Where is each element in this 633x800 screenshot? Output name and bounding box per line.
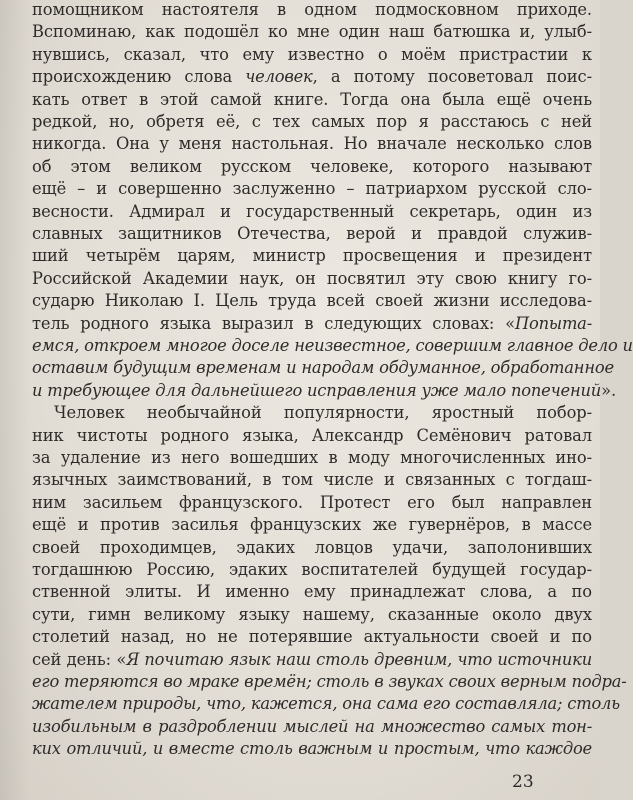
text-run: Вспоминаю, как подошёл ко мне один наш батюшка и, улыб- (32, 22, 592, 42)
text-line (32, 88, 592, 112)
italic-run: Попыта- (515, 313, 592, 333)
text-run: славных защитников Отечества, верой и правдой служив- (32, 224, 592, 243)
text-run: ник чистоты родного языка, Александр Семёнович ратовал (32, 425, 592, 445)
italic-run: Я почитаю язык наш столь древним, что источники (126, 649, 592, 669)
text-line (32, 177, 592, 201)
text-run: кать ответ в этой самой книге. Тогда она была ещё очень (32, 89, 592, 109)
text-line (32, 424, 592, 448)
text-line (32, 737, 592, 761)
text-line (32, 580, 592, 604)
text-run: столетий назад, но не потерявшие актуальности своей и по (32, 627, 592, 647)
italic-run: его теряются во мраке времён; столь в звуках своих верным подра- (32, 672, 627, 691)
text-line (32, 513, 592, 537)
text-run: тель родного языка выразил в следующих словах: « (32, 313, 515, 333)
text-run: об этом великом русском человеке, которого называют (32, 156, 592, 176)
text-line (32, 715, 592, 739)
text-run: происхождению слова (32, 67, 246, 87)
page-number: 23 (512, 772, 534, 792)
text-line (32, 356, 614, 380)
text-run: ». (601, 380, 617, 400)
text-line (32, 20, 592, 44)
italic-run: ких отличий, и вместе столь важным и простым, что каждое (32, 739, 592, 759)
text-run: помощником настоятеля в одном подмосковном приходе. (32, 0, 592, 19)
text-line (32, 132, 592, 156)
text-line (32, 603, 592, 627)
text-run: весности. Адмирал и государственный секретарь, один из (32, 201, 592, 221)
text-run: ещё и против засилья французских же гувернёров, в массе (32, 515, 592, 535)
text-run: за удаление из него вошедших в моду многочисленных ино- (32, 448, 592, 467)
text-line (32, 625, 592, 649)
text-line (32, 65, 592, 89)
page-gutter-shadow (0, 0, 30, 800)
text-line (32, 692, 620, 716)
italic-run: человек (245, 67, 313, 87)
text-line (32, 200, 592, 224)
text-line (32, 401, 592, 425)
text-line (32, 0, 592, 22)
text-line (32, 244, 592, 268)
text-run: , а потому посоветовал поис- (312, 67, 592, 87)
italic-run: и требующее для дальнейшего исправления уже мало попечений (32, 380, 602, 400)
italic-run: изобильным в раздроблении мыслей на множество самых тон- (32, 716, 592, 736)
text-run: сей день: « (32, 649, 127, 669)
text-line (32, 110, 592, 134)
italic-run: жателем природы, что, кажется, она сама его составляла; столь (32, 694, 620, 714)
text-run: Российской Академии наук, он посвятил эту свою книгу го- (32, 268, 592, 288)
text-line (32, 468, 592, 492)
text-line (32, 289, 592, 313)
text-line (32, 536, 592, 560)
text-run: сударю Николаю I. Цель труда всей своей жизни исследова- (32, 291, 592, 311)
text-line (32, 446, 592, 470)
text-line (32, 222, 592, 246)
text-run: нувшись, сказал, что ему известно о моём пристрастии к (32, 44, 592, 64)
text-run: никогда. Она у меня настольная. Но вначале несколько слов (32, 134, 592, 154)
text-line (32, 379, 617, 403)
italic-run: емся, откроем многое доселе неизвестное, совершим главное дело и (32, 336, 633, 355)
text-run: Человек необычайной популярности, яростный побор- (54, 403, 592, 423)
text-line (32, 648, 592, 672)
text-run: ещё – и совершенно заслуженно – патриархом русской сло- (32, 179, 592, 199)
text-run: тогдашнюю Россию, эдаких воспитателей будущей государ- (32, 560, 592, 579)
text-line (32, 43, 592, 67)
text-run: ним засильем французского. Протест его был направлен (32, 492, 592, 512)
body-text (32, 0, 633, 770)
text-line (32, 558, 592, 582)
text-line (32, 334, 633, 358)
text-run: язычных заимствований, в том числе и связанных с тогдаш- (32, 470, 592, 490)
text-run: сути, гимн великому языку нашему, сказанные около двух (32, 604, 592, 624)
text-line (32, 670, 627, 694)
text-line (32, 155, 592, 179)
text-line (32, 267, 592, 291)
text-run: своей проходимцев, эдаких ловцов удачи, заполонивших (32, 537, 592, 557)
text-run: ший четырём царям, министр просвещения и президент (32, 246, 592, 266)
text-run: ственной элиты. И именно ему принадлежат слова, а по (32, 582, 592, 602)
text-run: редкой, но, обретя её, с тех самых пор я расстаюсь с ней (32, 112, 592, 131)
text-line (32, 491, 592, 515)
italic-run: оставим будущим временам и народам обдуманное, обработанное (32, 358, 614, 378)
text-line (32, 312, 592, 336)
